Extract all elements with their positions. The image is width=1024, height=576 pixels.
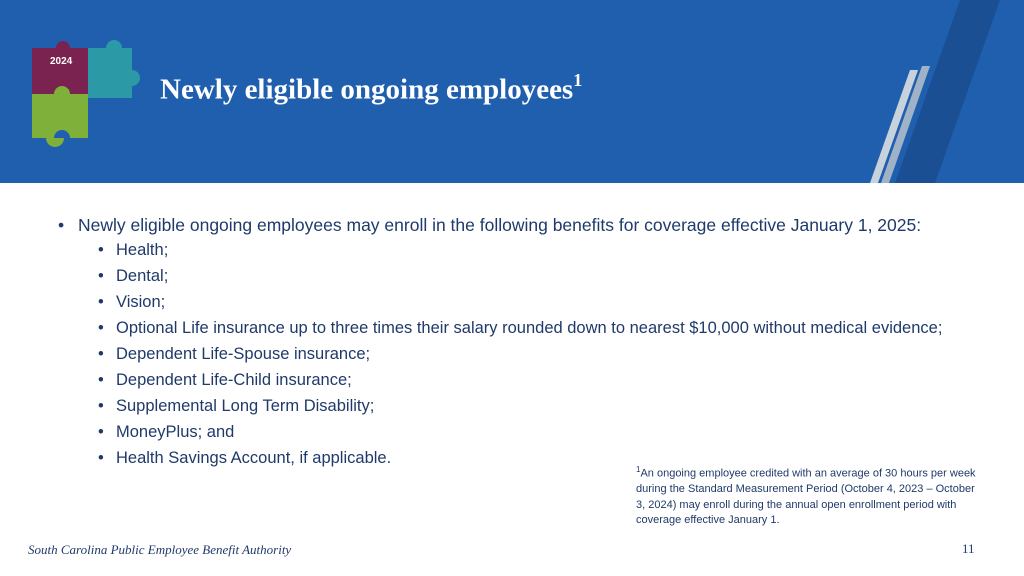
- footnote: [636, 462, 976, 529]
- slide-title: [160, 72, 582, 107]
- title-footnote-marker: 1: [573, 70, 583, 90]
- slide-content: [56, 214, 956, 474]
- logo-year: 2024: [50, 56, 73, 67]
- list-item: • Dependent Life-Child insurance;: [98, 370, 956, 391]
- list-item: • Health;: [98, 240, 956, 261]
- footnote-marker: 1: [636, 465, 641, 474]
- page-number: 11: [962, 541, 975, 556]
- footer-organization: South Carolina Public Employee Benefit Authority: [28, 542, 292, 557]
- list-item: • Dental;: [98, 266, 956, 287]
- footnote-text: An ongoing employee credited with an average of 30 hours per week during the Standard Measurement Period (October 4, 2023 – October 3, 2024) may enroll during the annual open enrollment period with coverage effective January 1.: [636, 467, 976, 527]
- list-item: • Health Savings Account, if applicable.: [98, 448, 956, 469]
- puzzle-logo: [22, 30, 152, 155]
- slide-title-text: Newly eligible ongoing employees: [160, 73, 574, 106]
- header-banner: [0, 0, 1024, 183]
- main-bullet: • Newly eligible ongoing employees may enroll in the following benefits for coverage effective January 1, 2025:: [56, 214, 956, 237]
- list-item: • Vision;: [98, 292, 956, 313]
- list-item: • Dependent Life-Spouse insurance;: [98, 344, 956, 365]
- benefits-list: [56, 240, 956, 469]
- list-item: • Supplemental Long Term Disability;: [98, 396, 956, 417]
- list-item: • MoneyPlus; and: [98, 422, 956, 443]
- list-item: • Optional Life insurance up to three times their salary rounded down to nearest $10,000 without medical evidence;: [98, 318, 956, 339]
